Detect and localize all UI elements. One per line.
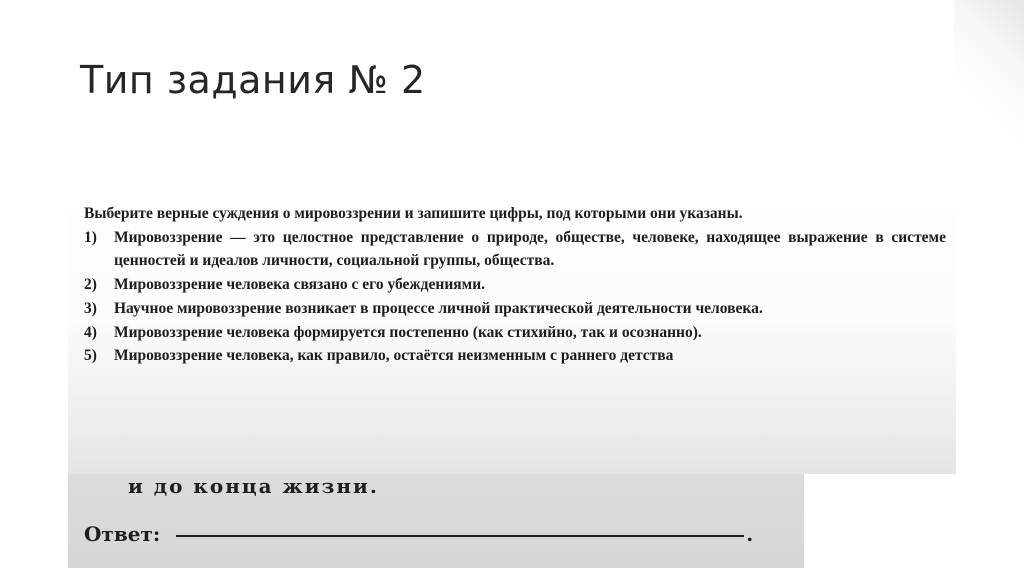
item-text: Мировоззрение человека связано с его убеждениями.: [114, 276, 485, 294]
item-number: 3): [84, 299, 97, 317]
slide-title: Тип задания № 2: [80, 58, 426, 102]
corner-shading: [954, 0, 1024, 140]
task-item-2: [84, 273, 946, 297]
task-instruction: Выберите верные суждения о мировоззрении и запишите цифры, под которыми они указаны.: [84, 205, 743, 222]
item-5-continuation: и до конца жизни.: [128, 474, 379, 498]
item-text: Мировоззрение — это целостное представление о природе, обществе, человеке, находящее выражение в системе ценностей и идеалов личности, социальной группы, общества.: [114, 228, 946, 270]
item-text: Мировоззрение человека, как правило, остаётся неизменным с раннего детства: [114, 347, 674, 365]
item-number: 4): [84, 323, 97, 341]
answer-blank-line: [176, 535, 744, 537]
task-item-5: [84, 344, 946, 368]
answer-label: Ответ:: [84, 522, 161, 546]
item-number: 5): [84, 347, 97, 365]
item-number: 2): [84, 276, 97, 294]
answer-end-dot: .: [746, 522, 754, 546]
answer-row: [84, 522, 753, 546]
item-text: Мировоззрение человека формируется постепенно (как стихийно, так и осознанно).: [114, 323, 702, 341]
task-item-1: [84, 226, 946, 273]
item-text: Научное мировоззрение возникает в процессе личной практической деятельности человека.: [114, 299, 763, 317]
task-text: [84, 202, 946, 368]
task-item-4: [84, 321, 946, 345]
item-number: 1): [84, 228, 97, 246]
task-item-3: [84, 297, 946, 321]
